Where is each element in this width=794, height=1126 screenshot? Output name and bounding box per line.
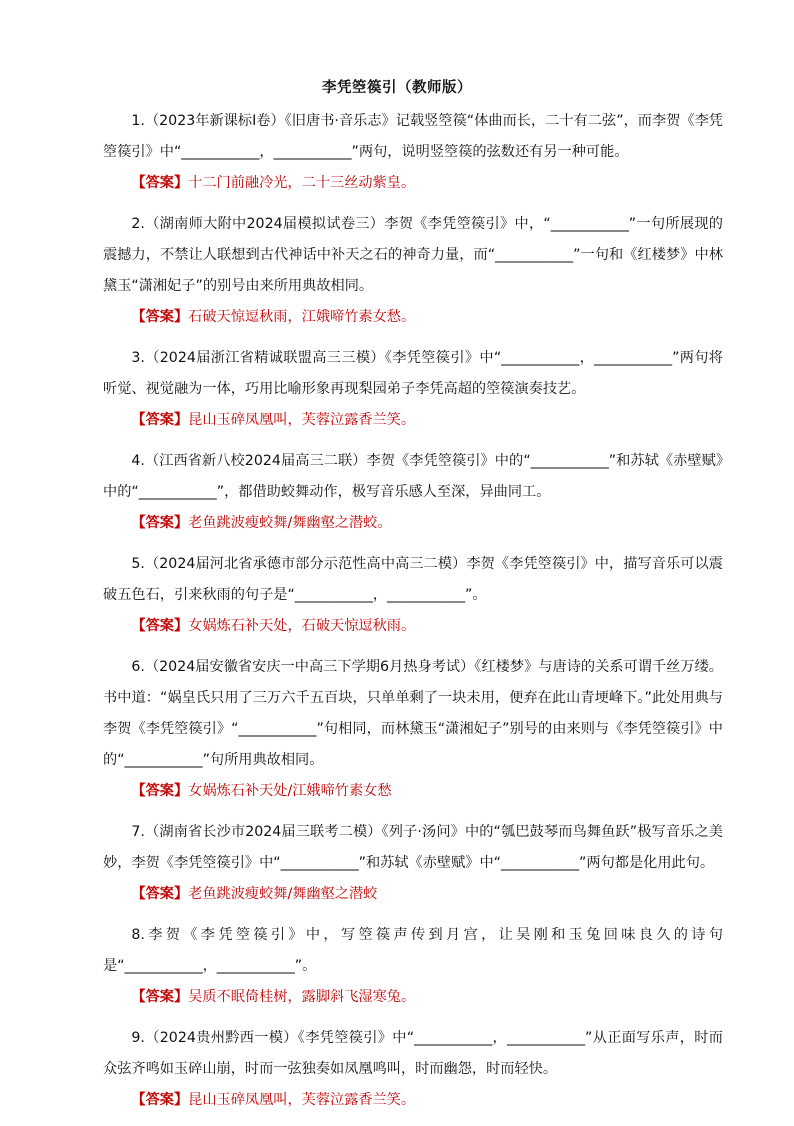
answer-8 (103, 982, 723, 1013)
question-5-text: 5.（2024届河北省承德市部分示范性高中高三二模）李贺《李凭箜篌引》中，描写音乐可以震破五色石，引来秋雨的句子是“___________，___________”。 (103, 556, 723, 603)
answer-tag: 【答案】 (131, 618, 189, 634)
answer-3-text: 昆山玉碎凤凰叫，芙蓉泣露香兰笑。 (188, 412, 416, 428)
answer-tag: 【答案】 (131, 309, 189, 325)
answer-6-text: 女娲炼石补天处/江娥啼竹素女愁 (188, 783, 392, 799)
question-7-text: 7.（湖南省长沙市2024届三联考二模）《列子·汤问》中的“瓠巴鼓琴而鸟舞鱼跃”极写音乐之美妙，李贺《李凭箜篌引》中“___________”和苏轼《赤壁赋》中“___________”两句都是化用此句。 (103, 824, 723, 871)
question-9-text: 9.（2024贵州黔西一模）《李凭箜篌引》中“___________，___________”从正面写乐声，时而众弦齐鸣如玉碎山崩，时而一弦独奏如凤凰鸣叫，时而幽怨，时而轻快。 (103, 1030, 723, 1077)
question-1-text: 1.（2023年新课标Ⅰ卷）《旧唐书·音乐志》记载竖箜篌“体曲而长，二十有二弦”，而李贺《李凭箜篌引》中“___________，___________”两句，说明竖箜篌的弦数还有另一种可能。 (103, 113, 723, 160)
answer-7 (103, 879, 723, 910)
question-4-text: 4.（江西省新八校2024届高三二联）李贺《李凭箜篌引》中的“___________”和苏轼《赤壁赋》中的“___________”，都借助蛟舞动作，极写音乐感人至深，异曲同工。 (103, 453, 723, 500)
answer-7-text: 老鱼跳波瘦蛟舞/舞幽壑之潜蛟 (188, 886, 378, 902)
answer-4-text: 老鱼跳波瘦蛟舞/舞幽壑之潜蛟。 (188, 515, 392, 531)
answer-tag: 【答案】 (131, 886, 189, 902)
answer-tag: 【答案】 (131, 412, 189, 428)
answer-1-text: 十二门前融冷光，二十三丝动紫皇。 (188, 175, 416, 191)
answer-8-text: 吴质不眠倚桂树，露脚斜飞湿寒兔。 (188, 989, 416, 1005)
answer-tag: 【答案】 (131, 515, 189, 531)
question-list (103, 106, 723, 1126)
answer-tag: 【答案】 (131, 175, 189, 191)
question-3-text: 3.（2024届浙江省精诚联盟高三三模）《李凭箜篌引》中“___________，___________”两句将听觉、视觉融为一体，巧用比喻形象再现梨园弟子李凭高超的箜篌演奏技艺。 (103, 350, 723, 397)
question-8-text: 8.李贺《李凭箜篌引》中，写箜篌声传到月宫，让吴刚和玉兔回味良久的诗句是“___________，___________”。 (103, 927, 723, 974)
answer-9-text: 昆山玉碎凤凰叫，芙蓉泣露香兰笑。 (188, 1092, 416, 1108)
answer-2 (103, 302, 723, 333)
page-title: 李凭箜篌引（教师版） (322, 80, 472, 96)
answer-tag: 【答案】 (131, 989, 189, 1005)
question-2-text: 2.（湖南师大附中2024届模拟试卷三）李贺《李凭箜篌引》中，“___________”一句所展现的震撼力，不禁让人联想到古代神话中补天之石的神奇力量，而“___________”一句和《红楼梦》中林黛玉“潇湘妃子”的别号由来所用典故相同。 (103, 216, 723, 294)
answer-2-text: 石破天惊逗秋雨，江娥啼竹素女愁。 (188, 309, 416, 325)
question-6-text: 6.（2024届安徽省安庆一中高三下学期6月热身考试）《红楼梦》与唐诗的关系可谓千丝万缕。书中道：“娲皇氏只用了三万六千五百块，只单单剩了一块未用，便弃在此山青埂峰下。”此处用典与李贺《李凭箜篌引》“___________”句相同，而林黛玉“潇湘妃子”别号的由来则与《李凭箜篌引》中的“___________”句所用典故相同。 (103, 659, 723, 768)
answer-5 (103, 611, 723, 642)
answer-3 (103, 405, 723, 436)
answer-6 (103, 776, 723, 807)
answer-tag: 【答案】 (131, 783, 189, 799)
answer-tag: 【答案】 (131, 1092, 189, 1108)
answer-9 (103, 1085, 723, 1116)
answer-1 (103, 168, 723, 199)
answer-5-text: 女娲炼石补天处，石破天惊逗秋雨。 (188, 618, 416, 634)
answer-4 (103, 508, 723, 539)
